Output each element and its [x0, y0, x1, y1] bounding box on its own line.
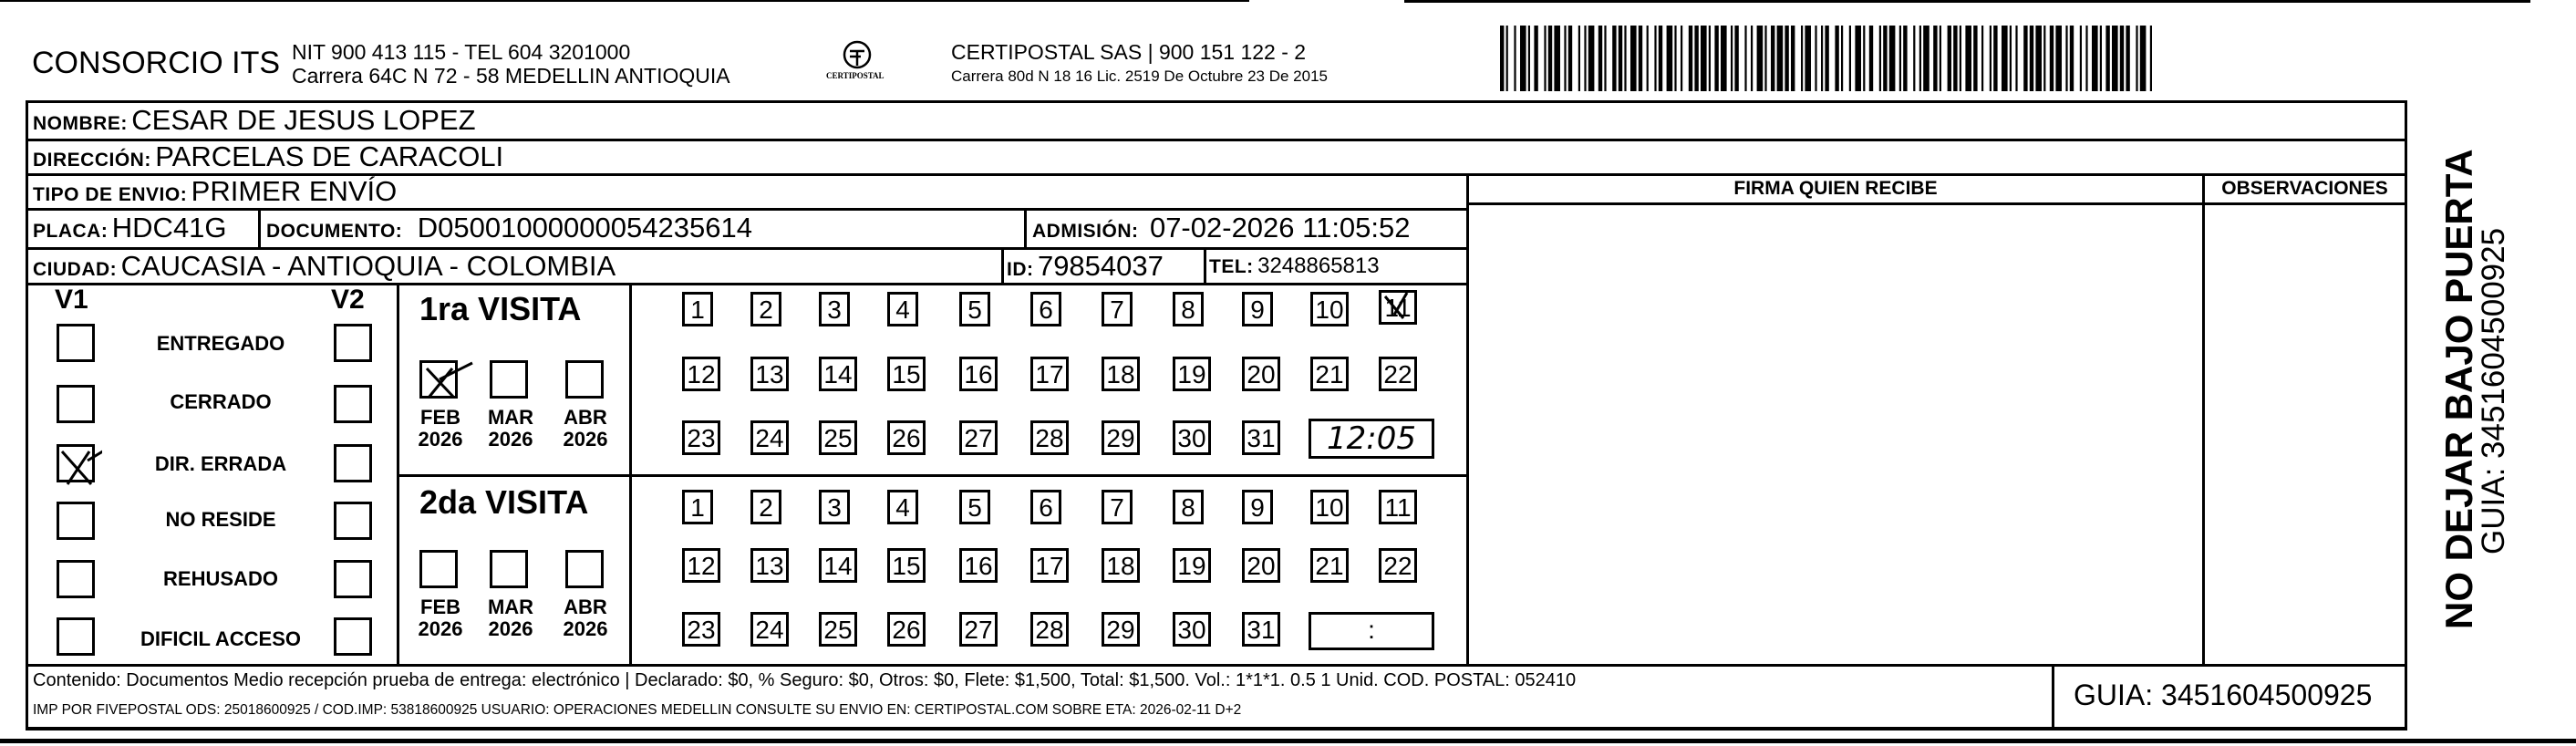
v1-day-box[interactable]: 4: [887, 292, 918, 326]
barcode-bar: [2030, 26, 2033, 91]
visit2-month-abr: [560, 596, 611, 640]
barcode-bar: [1805, 26, 1811, 91]
visit1-month-abr: [560, 407, 611, 451]
row-line-3: [26, 208, 1469, 211]
barcode-bar: [1940, 26, 1941, 91]
placa-row: [33, 212, 227, 244]
nombre-label: NOMBRE:: [33, 113, 128, 134]
v2-day-box[interactable]: 27: [959, 612, 998, 647]
barcode-bar: [1981, 26, 1983, 91]
visit1-month-feb-box[interactable]: [419, 360, 458, 399]
v2-day-box[interactable]: 12: [682, 548, 720, 583]
sep-footer-guia: [2052, 664, 2054, 730]
v2-day-box[interactable]: 20: [1242, 548, 1280, 583]
footer-line-2: IMP POR FIVEPOSTAL ODS: 25018600925 / COD.IMP: 53818600925 USUARIO: OPERACIONES MEDELLIN CONSULTE SU ENVIO EN: CERTIPOSTAL.COM SOBRE ETA: 2026-02-11 D+2: [33, 702, 1242, 718]
barcode-bar: [2112, 26, 2118, 91]
barcode-bar: [1815, 26, 1816, 91]
barcode-bar: [1751, 26, 1753, 91]
v2-day-box[interactable]: 14: [819, 548, 857, 583]
month-year: 2026: [488, 428, 533, 451]
tel-row: [1209, 254, 1380, 279]
v1-day-box[interactable]: 17: [1030, 357, 1069, 391]
v2-checkbox-entregado[interactable]: [334, 324, 372, 362]
visit1-month-abr-box[interactable]: [565, 360, 604, 399]
visit2-title: 2da VISITA: [419, 483, 589, 521]
v2-day-box[interactable]: 23: [682, 612, 720, 647]
id-row: [1007, 250, 1164, 283]
firma-header: FIRMA QUIEN RECIBE: [1733, 178, 1938, 199]
sep-visit-mid: [397, 474, 1469, 477]
documento-label: DOCUMENTO:: [266, 221, 403, 242]
visit2-month-feb-box[interactable]: [419, 550, 458, 588]
status-entregado: ENTREGADO: [156, 332, 285, 355]
top-border-right: [1404, 0, 2530, 3]
barcode-bar: [1554, 26, 1560, 91]
barcode-bar: [1923, 26, 1929, 91]
barcode-bar: [2002, 26, 2008, 91]
v1-day-box[interactable]: 24: [750, 420, 789, 455]
barcode-bar: [1883, 26, 1887, 91]
month-name: MAR: [487, 406, 534, 429]
barcode-bar: [2092, 26, 2098, 91]
barcode-bar: [1973, 26, 1977, 91]
barcode-bar: [2050, 26, 2054, 91]
side-guia: GUIA: 3451604500925: [2476, 227, 2511, 554]
month-year: 2026: [563, 617, 608, 640]
sep-status: [397, 283, 399, 664]
barcode-bar: [1568, 26, 1572, 91]
barcode-bar: [1694, 26, 1698, 91]
v2-day-box[interactable]: 9: [1242, 490, 1273, 524]
barcode-bar: [1721, 26, 1727, 91]
v2-day-box[interactable]: 29: [1102, 612, 1140, 647]
v1-day-box[interactable]: 7: [1102, 292, 1133, 326]
v2-checkbox-rehusado[interactable]: [334, 560, 372, 598]
barcode-bar: [1506, 26, 1508, 91]
month-year: 2026: [488, 617, 533, 640]
certipostal-sub: Carrera 80d N 18 16 Lic. 2519 De Octubre 23 De 2015: [951, 67, 1328, 85]
barcode: [1500, 26, 2157, 91]
barcode-bar: [1855, 26, 1861, 91]
barcode-bar: [1714, 26, 1718, 91]
sep-id: [1001, 247, 1004, 283]
v1-day-box[interactable]: 20: [1242, 357, 1280, 391]
v2-day-box[interactable]: 22: [1379, 548, 1417, 583]
v1-day-box[interactable]: 30: [1173, 420, 1211, 455]
month-year: 2026: [418, 617, 463, 640]
v1-day-box[interactable]: 28: [1030, 420, 1069, 455]
barcode-bar: [1624, 26, 1626, 91]
v2-day-box[interactable]: 11: [1379, 490, 1417, 524]
barcode-bar: [1825, 26, 1828, 91]
visit2-month-mar: [485, 596, 536, 640]
check-mark-icon: [57, 444, 102, 490]
ciudad-value: CAUCASIA - ANTIOQUIA - COLOMBIA: [120, 250, 616, 282]
admision-label: ADMISIÓN:: [1032, 221, 1139, 242]
month-name: FEB: [420, 406, 460, 429]
id-value: 79854037: [1037, 250, 1164, 282]
barcode-bar: [1598, 26, 1602, 91]
barcode-bar: [2150, 26, 2152, 91]
month-name: ABR: [564, 596, 607, 618]
v1-checkbox-dir-errada[interactable]: [57, 444, 95, 482]
sep-placa: [258, 208, 261, 247]
v1-checkbox-rehusado[interactable]: [57, 560, 95, 598]
v2-day-box[interactable]: 15: [887, 548, 926, 583]
barcode-bar: [2085, 26, 2087, 91]
barcode-bar: [1659, 26, 1662, 91]
ciudad-row: [33, 250, 616, 283]
row-line-3b: [1469, 202, 2407, 205]
barcode-bar: [1953, 26, 1957, 91]
visit2-month-abr-box[interactable]: [565, 550, 604, 588]
barcode-bar: [1757, 26, 1764, 91]
v1-day-box[interactable]: 16: [959, 357, 998, 391]
v2-header: V2: [331, 285, 365, 315]
logo-text: CERTIPOSTAL: [826, 71, 885, 80]
placa-label: PLACA:: [33, 221, 109, 242]
barcode-bar: [2136, 26, 2137, 91]
status-no-reside: NO RESIDE: [165, 508, 276, 531]
v1-day-box[interactable]: 26: [887, 420, 926, 455]
v1-day-box[interactable]: 2: [750, 292, 781, 326]
v1-day-box[interactable]: 8: [1173, 292, 1204, 326]
barcode-bar: [2035, 26, 2042, 91]
barcode-bar: [2105, 26, 2109, 91]
barcode-bar: [1771, 26, 1774, 91]
barcode-bar: [1734, 26, 1738, 91]
barcode-bar: [1889, 26, 1896, 91]
v1-day-box[interactable]: 29: [1102, 420, 1140, 455]
barcode-bar: [1514, 26, 1516, 91]
row-line-footer: [26, 664, 2407, 667]
tel-value: 3248865813: [1257, 254, 1380, 278]
v1-day-box[interactable]: 6: [1030, 292, 1061, 326]
nombre-row: [33, 104, 476, 137]
barcode-bar: [2126, 26, 2129, 91]
admision-value: 07-02-2026 11:05:52: [1149, 212, 1411, 243]
barcode-bar: [1777, 26, 1784, 91]
v2-day-box[interactable]: 17: [1030, 548, 1069, 583]
barcode-bar: [1965, 26, 1971, 91]
barcode-bar: [1667, 26, 1673, 91]
barcode-bar: [1919, 26, 1921, 91]
month-name: ABR: [564, 406, 607, 429]
side-warning: NO DEJAR BAJO PUERTA: [2437, 149, 2480, 629]
barcode-bar: [1674, 26, 1676, 91]
v1-checkbox-cerrado[interactable]: [57, 385, 95, 423]
nombre-value: CESAR DE JESUS LOPEZ: [131, 104, 476, 136]
barcode-bar: [1647, 26, 1649, 91]
v2-checkbox-cerrado[interactable]: [334, 385, 372, 423]
v2-day-box[interactable]: 6: [1030, 490, 1061, 524]
barcode-bar: [1681, 26, 1682, 91]
address-line: Carrera 64C N 72 - 58 MEDELLIN ANTIOQUIA: [292, 64, 730, 88]
barcode-bar: [1821, 26, 1823, 91]
barcode-bar: [1933, 26, 1937, 91]
v1-day-box[interactable]: 27: [959, 420, 998, 455]
barcode-bar: [1612, 26, 1616, 91]
certipostal-logo: [826, 38, 885, 89]
status-dir-errada: DIR. ERRADA: [154, 452, 287, 475]
v1-day-box[interactable]: 22: [1379, 357, 1417, 391]
v2-day-box[interactable]: 5: [959, 490, 990, 524]
tel-label: TEL:: [1209, 256, 1254, 277]
direccion-label: DIRECCIÓN:: [33, 150, 151, 171]
v1-day-box[interactable]: 12: [682, 357, 720, 391]
barcode-bar: [2043, 26, 2045, 91]
barcode-bar: [2080, 26, 2082, 91]
barcode-bar: [1869, 26, 1873, 91]
barcode-bar: [2065, 26, 2067, 91]
barcode-bar: [1548, 26, 1552, 91]
nit-line: NIT 900 413 115 - TEL 604 3201000: [292, 40, 631, 64]
v1-day-box[interactable]: 5: [959, 292, 990, 326]
v1-checkbox-dificil-acceso[interactable]: [57, 617, 95, 656]
month-year: 2026: [418, 428, 463, 451]
v1-day-box[interactable]: 9: [1242, 292, 1273, 326]
v2-time-box[interactable]: :: [1309, 612, 1434, 650]
barcode-bar: [1604, 26, 1606, 91]
v2-day-box[interactable]: 28: [1030, 612, 1069, 647]
barcode-bar: [1528, 26, 1530, 91]
v2-day-box[interactable]: 31: [1242, 612, 1280, 647]
v2-day-box[interactable]: 18: [1102, 548, 1140, 583]
v2-day-box[interactable]: 8: [1173, 490, 1204, 524]
barcode-bar: [1744, 26, 1746, 91]
barcode-bar: [1948, 26, 1951, 91]
page-bottom-line: [0, 739, 2576, 743]
visit2-month-feb: [418, 596, 463, 640]
documento-row: [266, 212, 752, 244]
barcode-bar: [1849, 26, 1851, 91]
tipo-row: [33, 175, 397, 208]
documento-value: D05001000000054235614: [417, 212, 752, 243]
v2-checkbox-dir-errada[interactable]: [334, 444, 372, 482]
barcode-bar: [1903, 26, 1907, 91]
barcode-bar: [2010, 26, 2012, 91]
barcode-bar: [1564, 26, 1566, 91]
barcode-bar: [1801, 26, 1803, 91]
barcode-bar: [1960, 26, 1961, 91]
direccion-row: [33, 140, 503, 173]
day-number: 11: [1384, 294, 1412, 322]
barcode-bar: [1500, 26, 1504, 91]
v1-day-box[interactable]: 23: [682, 420, 720, 455]
v1-day-box[interactable]: 31: [1242, 420, 1280, 455]
v1-header: V1: [55, 285, 88, 315]
ciudad-label: CIUDAD:: [33, 259, 118, 280]
month-name: FEB: [420, 596, 460, 618]
v1-day-box[interactable]: 18: [1102, 357, 1140, 391]
v1-day-box-marked[interactable]: [1379, 290, 1417, 325]
frame-right: [2405, 100, 2407, 730]
barcode-bar: [1791, 26, 1795, 91]
row-line-5: [26, 283, 1469, 285]
barcode-bar: [1544, 26, 1546, 91]
barcode-bar: [2100, 26, 2102, 91]
v2-day-box[interactable]: 10: [1310, 490, 1349, 524]
visit1-title: 1ra VISITA: [419, 290, 582, 327]
status-cerrado: CERRADO: [170, 390, 272, 413]
company-name: CONSORCIO ITS: [32, 46, 281, 80]
barcode-bar: [2023, 26, 2027, 91]
observaciones-header: OBSERVACIONES: [2221, 178, 2388, 199]
barcode-bar: [1689, 26, 1692, 91]
barcode-bar: [1899, 26, 1901, 91]
barcode-bar: [1654, 26, 1656, 91]
visit1-month-mar-box[interactable]: [490, 360, 528, 399]
v2-day-box[interactable]: 24: [750, 612, 789, 647]
admision-row: [1032, 212, 1411, 244]
v2-day-box[interactable]: 4: [887, 490, 918, 524]
barcode-bar: [1990, 26, 1991, 91]
barcode-bar: [1841, 26, 1843, 91]
placa-value: HDC41G: [111, 212, 227, 243]
barcode-bar: [1879, 26, 1881, 91]
frame-top: [26, 100, 2407, 103]
barcode-bar: [2055, 26, 2062, 91]
visit1-month-feb: [418, 407, 463, 451]
check-mark-icon: [1376, 287, 1420, 324]
barcode-bar: [1913, 26, 1915, 91]
v1-day-box[interactable]: 1: [682, 292, 713, 326]
v1-day-box[interactable]: 15: [887, 357, 926, 391]
footer-line-1: Contenido: Documentos Medio recepción prueba de entrega: electrónico | Declarado: $0, % Seguro: $0, Otros: $0, Flete: $1,500, Total: $1,500. Vol.: 1*1*1. 0.5 1 Unid. COD. POSTAL: 052410: [33, 670, 1577, 690]
v1-day-box[interactable]: 14: [819, 357, 857, 391]
v1-day-box[interactable]: 21: [1310, 357, 1349, 391]
v1-checkbox-no-reside[interactable]: [57, 502, 95, 540]
tipo-value: PRIMER ENVÍO: [191, 175, 398, 207]
v2-day-box[interactable]: 26: [887, 612, 926, 647]
sep-visit: [629, 283, 632, 664]
v1-checkbox-entregado[interactable]: [57, 324, 95, 362]
barcode-bar: [1785, 26, 1788, 91]
barcode-bar: [1835, 26, 1838, 91]
v1-day-box[interactable]: 13: [750, 357, 789, 391]
sep-admision: [1024, 208, 1027, 247]
barcode-bar: [2140, 26, 2147, 91]
barcode-bar: [1863, 26, 1865, 91]
visit1-month-mar: [485, 407, 536, 451]
barcode-bar: [1701, 26, 1707, 91]
check-mark-icon: [419, 356, 474, 401]
status-dificil-acceso: DIFICIL ACCESO: [140, 627, 301, 650]
certipostal-line: CERTIPOSTAL SAS | 900 151 122 - 2: [951, 40, 1307, 64]
status-rehusado: REHUSADO: [163, 567, 278, 590]
footer-guia: GUIA: 3451604500925: [2074, 679, 2373, 711]
v2-checkbox-no-reside[interactable]: [334, 502, 372, 540]
month-name: MAR: [487, 596, 534, 618]
v2-day-box[interactable]: 16: [959, 548, 998, 583]
v2-day-box[interactable]: 25: [819, 612, 857, 647]
barcode-bar: [1520, 26, 1526, 91]
v2-day-box[interactable]: 3: [819, 490, 850, 524]
v2-day-box[interactable]: 2: [750, 490, 781, 524]
certipostal-logo-icon: [830, 38, 885, 89]
sep-tel: [1204, 247, 1206, 283]
v2-day-box[interactable]: 30: [1173, 612, 1211, 647]
barcode-bar: [1630, 26, 1637, 91]
v2-checkbox-dificil-acceso[interactable]: [334, 617, 372, 656]
tipo-label: TIPO DE ENVIO:: [33, 184, 188, 205]
barcode-bar: [1619, 26, 1622, 91]
frame-bottom: [26, 727, 2407, 730]
v1-day-box[interactable]: 3: [819, 292, 850, 326]
barcode-bar: [1584, 26, 1586, 91]
v1-day-box[interactable]: 10: [1310, 292, 1349, 326]
barcode-bar: [1588, 26, 1595, 91]
barcode-bar: [2070, 26, 2074, 91]
barcode-bar: [2015, 26, 2017, 91]
v1-day-box[interactable]: 19: [1173, 357, 1211, 391]
sep-obs-left: [2202, 173, 2205, 664]
v2-day-box[interactable]: 19: [1173, 548, 1211, 583]
frame-left: [26, 100, 28, 730]
month-year: 2026: [563, 428, 608, 451]
barcode-bar: [1709, 26, 1711, 91]
barcode-bar: [1993, 26, 1997, 91]
v2-day-box[interactable]: 13: [750, 548, 789, 583]
barcode-bar: [1534, 26, 1537, 91]
v1-time-box[interactable]: 12:05: [1309, 419, 1434, 459]
barcode-bar: [1578, 26, 1580, 91]
v2-day-box[interactable]: 21: [1310, 548, 1349, 583]
barcode-bar: [1764, 26, 1766, 91]
id-label: ID:: [1007, 259, 1034, 280]
direccion-value: PARCELAS DE CARACOLI: [155, 140, 504, 172]
visit2-month-mar-box[interactable]: [490, 550, 528, 588]
barcode-bar: [1731, 26, 1733, 91]
v2-day-box[interactable]: 1: [682, 490, 713, 524]
barcode-bar: [1639, 26, 1642, 91]
barcode-bar: [2120, 26, 2124, 91]
sep-firma-left: [1466, 173, 1469, 664]
v2-day-box[interactable]: 7: [1102, 490, 1133, 524]
v1-day-box[interactable]: 25: [819, 420, 857, 455]
top-border-left: [0, 0, 1249, 2]
